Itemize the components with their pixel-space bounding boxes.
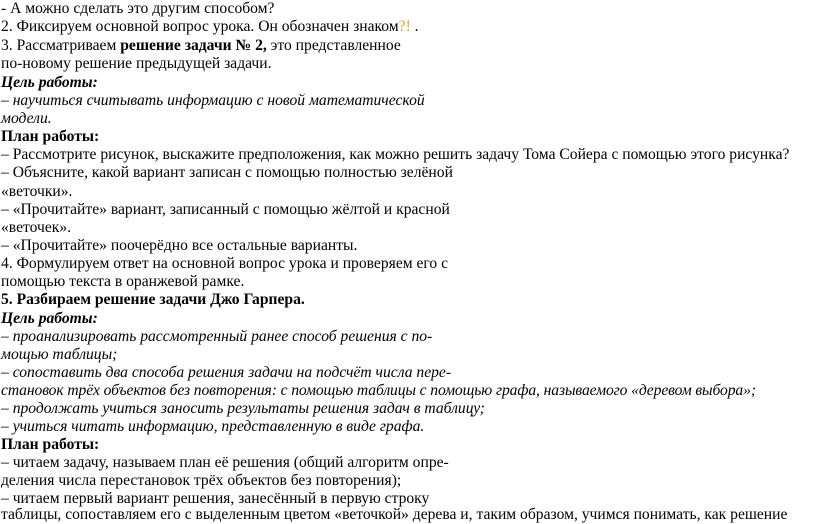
text-line: «веточки».	[1, 183, 73, 200]
section-heading: План работы:	[1, 436, 100, 453]
task-title: решение задачи № 2,	[120, 37, 267, 54]
text-line: 2. Фиксируем основной вопрос урока. Он обозначен знаком?! .	[1, 18, 419, 35]
text-line: – «Прочитайте» поочерёдно все остальные варианты.	[1, 237, 358, 254]
text-line: помощью текста в оранжевой рамке.	[1, 273, 245, 290]
text-line: 3. Рассматриваем решение задачи № 2, это представленное	[1, 37, 401, 54]
text-line: – Объясните, какой вариант записан с помощью полностью зелёной	[1, 164, 453, 181]
text-line: – научиться считывать информацию с новой математической	[1, 92, 425, 109]
text-line: – читаем задачу, называем план её решения (общий алгоритм опре-	[1, 454, 449, 471]
text-line: «веточек».	[1, 219, 72, 236]
question-exclamation-sign: ?!	[398, 18, 411, 35]
text-line: – проанализировать рассмотренный ранее способ решения с по-	[1, 328, 433, 345]
text-line: - А можно сделать это другим способом?	[1, 0, 275, 17]
section-heading: 5. Разбираем решение задачи Джо Гарпера.	[1, 291, 305, 308]
text-line: таблицы, сопоставляем его с выделенным цветом «веточкой» дерева и, таким образом, учимся понимать, как решение	[1, 506, 788, 523]
section-heading: План работы:	[1, 128, 100, 145]
section-heading: Цель работы:	[1, 74, 98, 91]
text-line: деления числа перестановок трёх объектов без повторения);	[1, 472, 402, 489]
text-line: мощью таблицы;	[1, 346, 118, 363]
text-line: – Рассмотрите рисунок, выскажите предположения, как можно решить задачу Тома Сойера с помощью этого рисунка?	[1, 146, 790, 163]
section-heading: Цель работы:	[1, 310, 98, 327]
text-line: 4. Формулируем ответ на основной вопрос урока и проверяем его с	[1, 255, 449, 272]
text-line: модели.	[1, 110, 52, 127]
text-line: по-новому решение предыдущей задачи.	[1, 55, 272, 72]
text-line: – продолжать учиться заносить результаты решения задач в таблицу;	[1, 400, 485, 417]
text-line: – сопоставить два способа решения задачи на подсчёт числа пере-	[1, 364, 452, 381]
text-line: – читаем первый вариант решения, занесённый в первую строку	[1, 490, 430, 507]
text-line: – учиться читать информацию, представленную в виде графа.	[1, 418, 425, 435]
text-line: становок трёх объектов без повторения: с помощью таблицы с помощью графа, называемого «деревом выбора»;	[1, 382, 756, 399]
text-line: – «Прочитайте» вариант, записанный с помощью жёлтой и красной	[1, 201, 450, 218]
